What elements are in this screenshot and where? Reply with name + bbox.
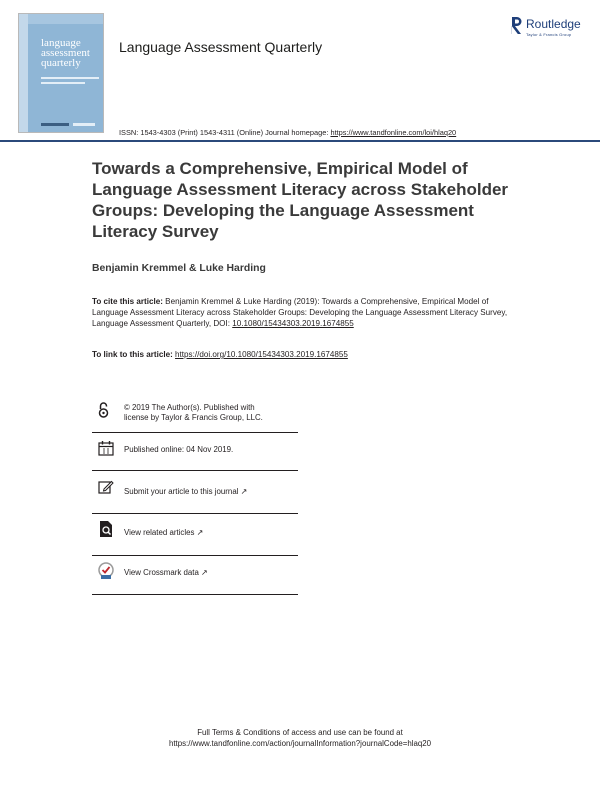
external-link-icon: ↗ <box>240 487 248 496</box>
crossmark-row[interactable] <box>92 561 298 583</box>
terms-link[interactable]: https://www.tandfonline.com/action/journalInformation?journalCode=hlaq20 <box>168 739 432 748</box>
related-articles-icon <box>98 520 114 538</box>
article-doi-link[interactable]: https://doi.org/10.1080/15434303.2019.1674855 <box>175 350 348 359</box>
calendar-icon <box>98 440 114 456</box>
crossmark-icon <box>98 562 114 580</box>
routledge-r-icon <box>510 16 524 36</box>
article-link-line: To link to this article: https://doi.org/10.1080/15434303.2019.1674855 <box>92 350 348 359</box>
open-access-icon <box>98 402 109 418</box>
edit-icon <box>98 479 114 495</box>
submit-article-link[interactable]: Submit your article to this journal <box>124 487 239 496</box>
article-title: Towards a Comprehensive, Empirical Model of Language Assessment Literacy across Stakeholder Groups: Developing the Language Assessment Literacy Survey <box>92 159 509 241</box>
license-info: © 2019 The Author(s). Published with license by Taylor & Francis Group, LLC. <box>92 400 298 426</box>
publisher-name: Routledge <box>526 17 581 31</box>
crossmark-link[interactable]: View Crossmark data <box>124 568 199 577</box>
issn-line: ISSN: 1543-4303 (Print) 1543-4311 (Online) Journal homepage: https://www.tandfonline.com/loi/hlaq20 <box>119 128 457 137</box>
related-articles-link[interactable]: View related articles <box>124 528 195 537</box>
external-link-icon: ↗ <box>196 528 204 537</box>
journal-homepage-link[interactable]: https://www.tandfonline.com/loi/hlaq20 <box>330 128 457 137</box>
related-articles-row[interactable] <box>92 519 298 541</box>
terms-footer: Full Terms & Conditions of access and use can be found at https://www.tandfonline.com/action/journalInformation?journalCode=hlaq20 <box>0 727 600 749</box>
published-info: Published online: 04 Nov 2019. <box>92 438 298 460</box>
citation-doi-link[interactable]: 10.1080/15434303.2019.1674855 <box>232 319 354 328</box>
citation-block: To cite this article: Benjamin Kremmel & Luke Harding (2019): Towards a Comprehensive, Empirical Model of Language Assessment Literacy across Stakeholder Groups: Developing the Language Assessment Literacy Survey, Language Assessment Quarterly, DOI: 10.1080/15434303.2019.1674855 <box>92 297 508 328</box>
cover-title: language assessment quarterly <box>41 37 90 69</box>
routledge-logo <box>510 16 590 42</box>
journal-title: Language Assessment Quarterly <box>119 39 323 55</box>
journal-cover <box>19 14 103 132</box>
submit-article-row[interactable] <box>92 478 298 500</box>
external-link-icon: ↗ <box>201 568 208 577</box>
article-authors: Benjamin Kremmel & Luke Harding <box>92 263 266 274</box>
publisher-tagline: Taylor & Francis Group <box>526 32 572 37</box>
header-rule <box>0 140 600 142</box>
